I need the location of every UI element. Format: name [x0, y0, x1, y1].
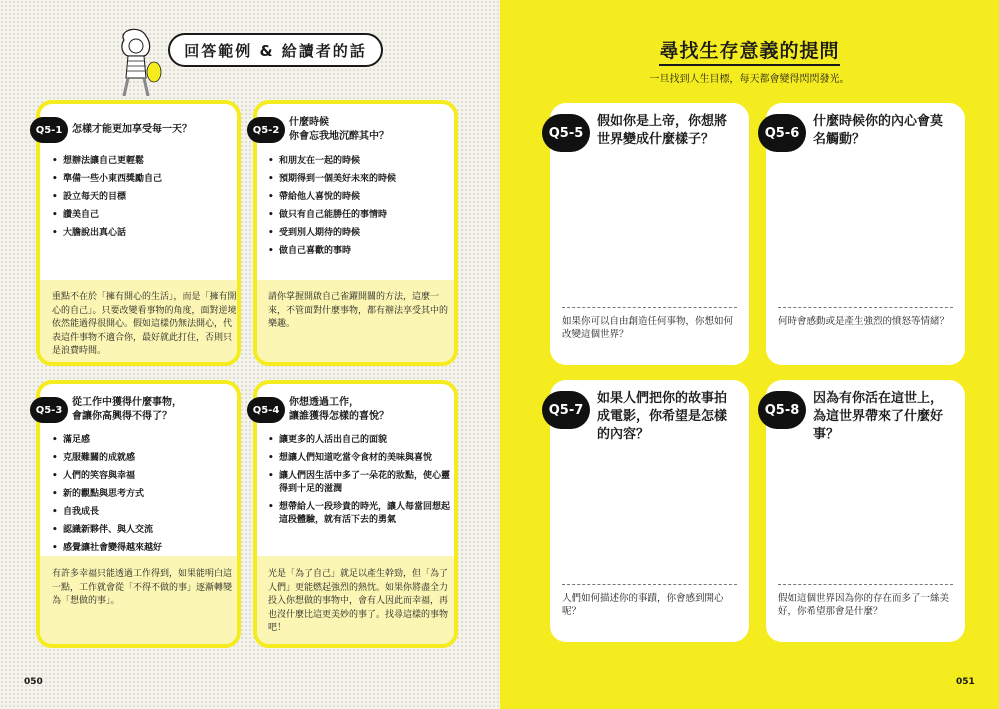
question-badge: Q5-6 — [758, 114, 806, 152]
list-item: • 讚美自己 — [52, 209, 232, 222]
question-title: 你想透過工作， 讓誰獲得怎樣的喜悅？ — [289, 397, 389, 422]
question-hint: 何時會感動或是產生強烈的憤怒等情緒？ — [778, 316, 950, 327]
page-number: 051 — [956, 677, 975, 687]
question-card-q5-7[interactable] — [550, 380, 749, 642]
reader-note: 重點不在於「擁有開心的生活」，而是「擁有開心的自己」。只要改變看事物的角度，面對逆境依然能過得很開心。假如這樣仍無法開心，代表這件事物不適合你，最好就此打住，否則只是浪費時間。 — [52, 292, 237, 356]
question-hint: 假如這個世界因為你的存在而多了一絲美好，你希望那會是什麼？ — [778, 593, 950, 617]
list-item: • 設立每天的目標 — [52, 191, 232, 204]
question-badge: Q5-2 — [247, 117, 285, 143]
page-subtitle: 一旦找到人生目標，每天都會變得閃閃發光。 — [649, 74, 850, 85]
reader-note: 請你掌握開啟自己雀躍開關的方法，這麼一來，不管面對什麼事物，都有辦法享受其中的樂趣。 — [268, 292, 449, 329]
answer-divider — [562, 307, 737, 308]
question-badge: Q5-5 — [542, 114, 590, 152]
question-card-q5-8[interactable] — [766, 380, 965, 642]
page-number: 050 — [24, 677, 43, 687]
page-title-text: 尋找生存意義的提問 — [659, 40, 839, 66]
list-item: • 和朋友在一起的時候 — [268, 155, 448, 168]
question-hint: 人們如何描述你的事蹟，你會感到開心呢？ — [562, 593, 724, 617]
list-item: • 預期得到一個美好未來的時候 — [268, 173, 448, 186]
reader-note: 光是「為了自己」就足以產生幹勁，但「為了人們」更能燃起強烈的熱忱。如果你將盡全力投入你想做的事物中，會有人因此而幸福，再也沒什麼比這更美妙的事了。找尋這樣的事物吧！ — [268, 569, 449, 633]
page-title — [500, 36, 999, 63]
answer-divider — [562, 584, 737, 585]
question-text: 因為有你活在這世上，為這世界帶來了什麼好事？ — [813, 391, 944, 442]
question-hint: 如果你可以自由創造任何事物，你想如何改變這個世界？ — [562, 316, 734, 340]
answer-divider — [778, 307, 953, 308]
question-title: 什麼時候 你會忘我地沉醉其中？ — [289, 117, 389, 142]
question-badge: Q5-3 — [30, 397, 68, 423]
answer-list — [52, 155, 232, 245]
list-item: • 想辦法讓自己更輕鬆 — [52, 155, 232, 168]
list-item: • 大膽說出真心話 — [52, 227, 232, 240]
question-card-q5-6[interactable] — [766, 103, 965, 365]
list-item: • 自我成長 — [52, 506, 232, 519]
list-item: • 新的觀點與思考方式 — [52, 488, 232, 501]
list-item: • 認識新夥伴、與人交流 — [52, 524, 232, 537]
question-badge: Q5-1 — [30, 117, 68, 143]
right-page — [500, 0, 999, 709]
question-text: 假如你是上帝，你想將世界變成什麼樣子？ — [597, 114, 728, 147]
list-item: • 讓更多的人活出自己的面貌 — [268, 434, 450, 447]
reader-note: 有許多幸福只能透過工作得到，如果能明白這一點，工作就會從「不得不做的事」逐漸轉變為「想做的事」。 — [52, 569, 233, 606]
list-item: • 帶給他人喜悅的時候 — [268, 191, 448, 204]
question-text: 如果人們把你的故事拍成電影，你希望是怎樣的內容？ — [597, 391, 728, 442]
list-item: • 準備一些小東西獎勵自己 — [52, 173, 232, 186]
list-item: • 人們的笑容與幸福 — [52, 470, 232, 483]
list-item: • 感覺讓社會變得越來越好 — [52, 542, 232, 555]
question-badge: Q5-8 — [758, 391, 806, 429]
list-item: • 滿足感 — [52, 434, 232, 447]
list-item: • 讓人們因生活中多了一朵花的妝點，使心靈得到十足的滋潤 — [268, 470, 450, 496]
answer-divider — [778, 584, 953, 585]
section-header: 回答範例 & 給讀者的話 — [168, 33, 383, 67]
question-title: 從工作中獲得什麼事物， 會讓你高興得不得了？ — [72, 397, 182, 422]
woman-illustration-icon — [110, 26, 162, 96]
list-item: • 做只有自己能勝任的事情時 — [268, 209, 448, 222]
question-title: 怎樣才能更加享受每一天？ — [72, 124, 192, 135]
list-item: • 做自己喜歡的事時 — [268, 245, 448, 258]
answer-list — [268, 434, 450, 532]
list-item: • 受到別人期待的時候 — [268, 227, 448, 240]
answer-list — [52, 434, 232, 560]
answer-list — [268, 155, 448, 263]
list-item: • 想讓人們知道吃當令食材的美味與喜悅 — [268, 452, 450, 465]
question-badge: Q5-7 — [542, 391, 590, 429]
list-item: • 想帶給人一段珍貴的時光，讓人每當回想起這段體驗，就有活下去的勇氣 — [268, 501, 450, 527]
list-item: • 克服難關的成就感 — [52, 452, 232, 465]
question-card-q5-5[interactable] — [550, 103, 749, 365]
question-badge: Q5-4 — [247, 397, 285, 423]
question-text: 什麼時候你的內心會莫名觸動？ — [813, 114, 944, 147]
